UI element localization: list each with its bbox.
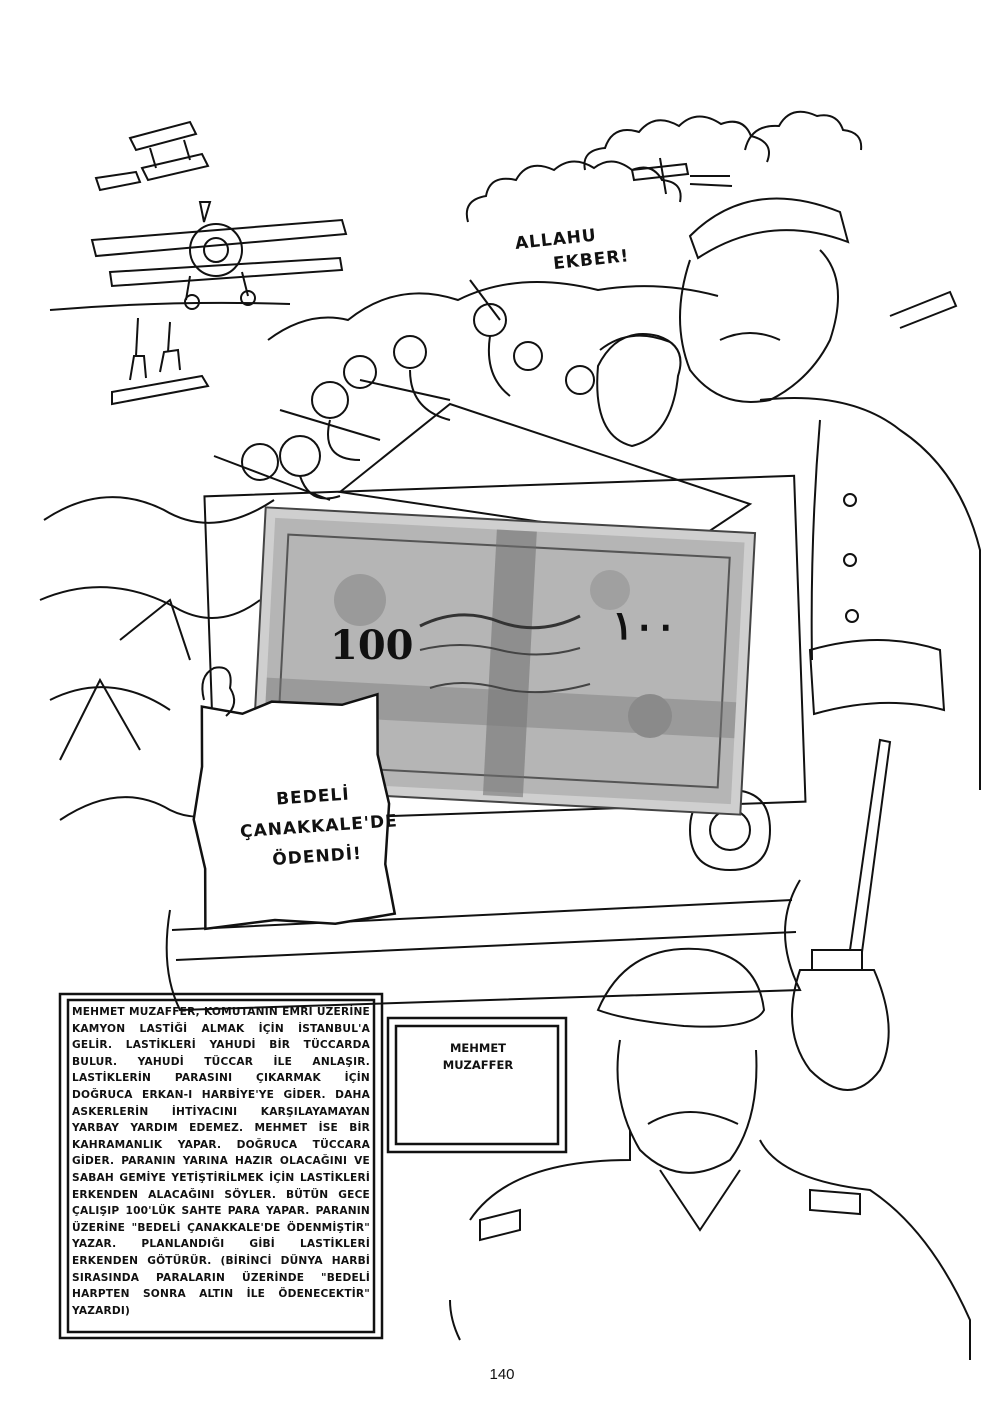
mehmet-muzaffer-portrait bbox=[450, 949, 970, 1360]
stamp-caption bbox=[237, 777, 399, 877]
warship bbox=[112, 350, 208, 404]
stamp-line-3: ÖDENDİ! bbox=[271, 843, 363, 871]
narration-text: MEHMET MUZAFFER, KOMUTANIN EMRİ ÜZERİNE KAMYON LASTİĞİ ALMAK İÇİN İSTANBUL'A GELİR. LASTİKLERİ YAHUDİ BİR TÜCCARDA BULUR. YAHUDİ TÜCCAR İLE ANLAŞIR. LASTİKLERİN PARASINI ÇIKARMAK İÇİN DOĞRUCA ERKAN-I HARBİYE'YE GİDER. DAHA ASKERLERİN İHTİYACINI KARŞILAYAMAYAN YARBAY YARDIM EDEMEZ. MEHMET İSE BİR KAHRAMANLIK YAPAR. DOĞRUCA TÜCCARA GİDER. PARANIN YARINA HAZIR OLACAĞINI VE SABAH GEMİYE YETİŞTİRİLMEK İÇİN LASTİKLERİ ERKENDEN ALACAĞINI SÖYLER. BÜTÜN GECE ÇALIŞIP 100'LÜK SAHTE PARA YAPAR. PARANIN ÜZERİNE "BEDELİ ÇANAKKALE'DE ÖDENMİŞTİR" YAZAR. PLANLANDIĞI GİBİ LASTİKLERİ ERKENDEN GÖTÜRÜR. (BİRİNCİ DÜNYA HARBİ SIRASINDA PARALARIN ÜZERİNDE "BEDELİ HARPTEN SONRA ALTIN İLE ÖDENECEKTİR" YAZARDI) bbox=[72, 1006, 370, 1317]
biplane-small-left bbox=[96, 122, 208, 190]
stamp-line-1: BEDELİ bbox=[275, 784, 351, 810]
page-number: 140 bbox=[489, 1366, 515, 1383]
inkwell bbox=[792, 970, 889, 1090]
stamp-line-2: ÇANAKKALE'DE bbox=[239, 811, 399, 843]
name-line-2: MUZAFFER bbox=[442, 1058, 514, 1072]
banknote-value-latin: 100 bbox=[330, 622, 414, 669]
cloud-shape bbox=[467, 161, 681, 222]
speech-line-2: EKBER! bbox=[552, 246, 631, 275]
sea-horizon bbox=[50, 303, 290, 310]
charging-soldiers bbox=[214, 280, 681, 500]
speech-line-1: ALLAHU bbox=[514, 225, 598, 254]
name-line-1: MEHMET bbox=[449, 1041, 507, 1055]
biplane-small-right bbox=[632, 158, 732, 194]
pen bbox=[850, 740, 890, 952]
banknote-value-arabic: ١٠٠ bbox=[612, 602, 677, 649]
cloud-shape bbox=[745, 112, 861, 150]
character-name-label bbox=[410, 1040, 546, 1074]
biplane-large bbox=[92, 202, 346, 309]
